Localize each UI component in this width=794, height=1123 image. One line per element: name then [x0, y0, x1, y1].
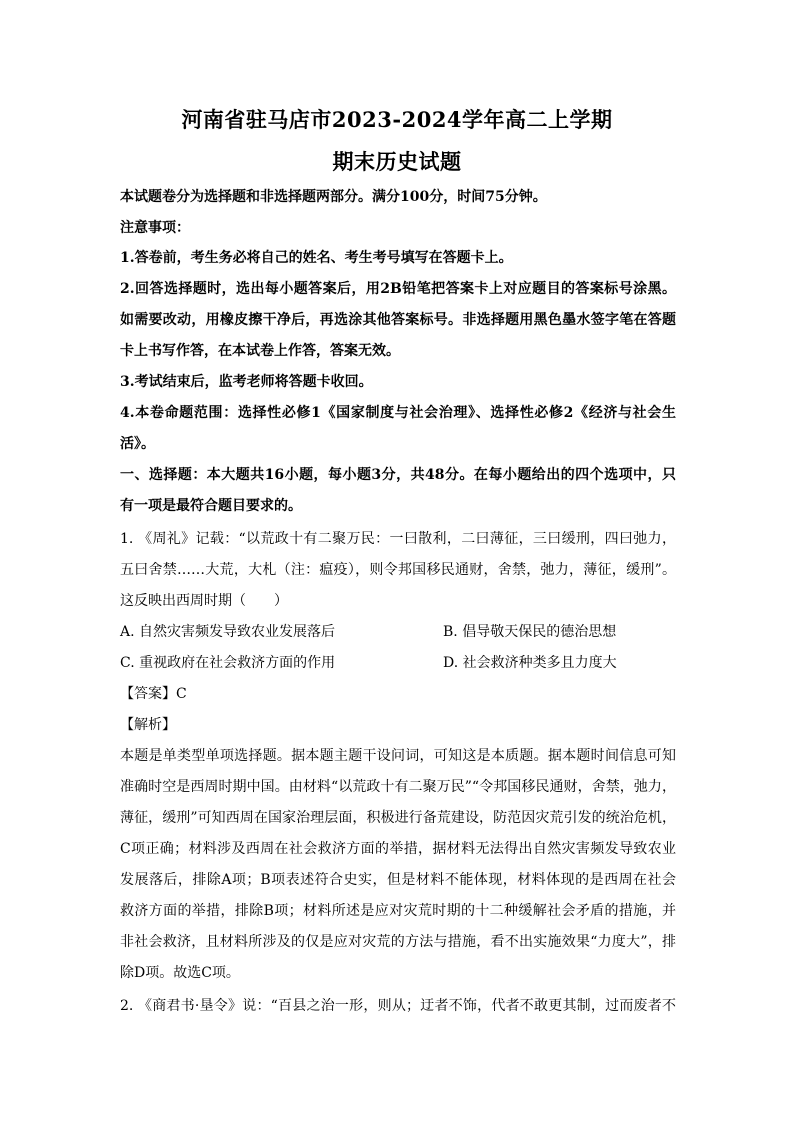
- notice-item: 2.回答选择题时，选出每小题答案后，用2B铅笔把答案卡上对应题目的答案标号涂黑。: [120, 281, 676, 297]
- notice-item: 活》。: [120, 436, 155, 452]
- question-stem: 2. 《商君书·垦令》说：“百县之治一形，则从；迂者不饰，代者不敢更其制，过而废者不: [120, 998, 676, 1014]
- analysis-line: 除D项。故选C项。: [120, 965, 240, 981]
- analysis-line: 本题是单类型单项选择题。据本题主题干设问词，可知这是本质题。据本题时间信息可知: [120, 748, 676, 764]
- notice-item: 如需要改动，用橡皮擦干净后，再选涂其他答案标号。非选择题用黑色墨水签字笔在答题: [120, 312, 676, 328]
- option-b: B. 倡导敬天保民的德治思想: [443, 624, 617, 640]
- question-stem: 这反映出西周时期（ ）: [120, 593, 288, 609]
- analysis-line: 非社会救济，且材料所涉及的仅是应对灾荒的方法与措施，看不出实施效果“力度大”，排: [120, 934, 676, 950]
- analysis-line: 发展落后，排除A项；B项表述符合史实，但是材料不能体现，材料体现的是西周在社会: [120, 872, 676, 888]
- option-a: A. 自然灾害频发导致农业发展落后: [120, 624, 336, 640]
- page-subtitle: 期末历史试题: [332, 149, 462, 174]
- option-d: D. 社会救济种类多且力度大: [443, 655, 617, 671]
- analysis-line: 薄征，缓刑”可知西周在国家治理层面，积极进行备荒建设，防范因灾荒引发的统治危机，: [120, 810, 676, 826]
- analysis-line: C项正确；材料涉及西周在社会救济方面的举措，据材料无法得出自然灾害频发导致农业: [120, 841, 676, 857]
- option-c: C. 重视政府在社会救济方面的作用: [120, 655, 336, 671]
- page-title: 河南省驻马店市2023-2024学年高二上学期: [181, 107, 613, 132]
- section-heading: 一、选择题：本大题共16小题，每小题3分，共48分。在每小题给出的四个选项中，只: [120, 467, 676, 483]
- notice-item: 1.答卷前，考生务必将自己的姓名、考生考号填写在答题卡上。: [120, 250, 513, 266]
- notice-item: 3.考试结束后，监考老师将答题卡收回。: [120, 374, 373, 390]
- question-stem: 1. 《周礼》记载：“以荒政十有二聚万民：一曰散利，二曰薄征，三曰缓刑，四曰弛力，: [120, 531, 676, 547]
- analysis-line: 救济方面的举措，排除B项；材料所述是应对灾荒时期的十二种缓解社会矛盾的措施，并: [120, 903, 676, 919]
- intro-text: 本试题卷分为选择题和非选择题两部分。满分100分，时间75分钟。: [120, 189, 547, 205]
- analysis-heading: 【解析】: [120, 717, 176, 733]
- question-stem: 五曰舍禁……大荒，大札（注：瘟疫），则令邦国移民通财，舍禁，弛力，薄征，缓刑”。: [120, 562, 676, 578]
- notice-item: 4.本卷命题范围：选择性必修1《国家制度与社会治理》、选择性必修2《经济与社会生: [120, 405, 676, 421]
- section-heading: 有一项是最符合题目要求的。: [120, 498, 302, 514]
- analysis-line: 准确时空是西周时期中国。由材料“以荒政十有二聚万民”“令邦国移民通财，舍禁，弛力，: [120, 779, 676, 795]
- notice-heading: 注意事项：: [120, 220, 190, 236]
- notice-item: 卡上书写作答，在本试卷上作答，答案无效。: [120, 343, 400, 359]
- answer-label: 【答案】C: [120, 686, 187, 702]
